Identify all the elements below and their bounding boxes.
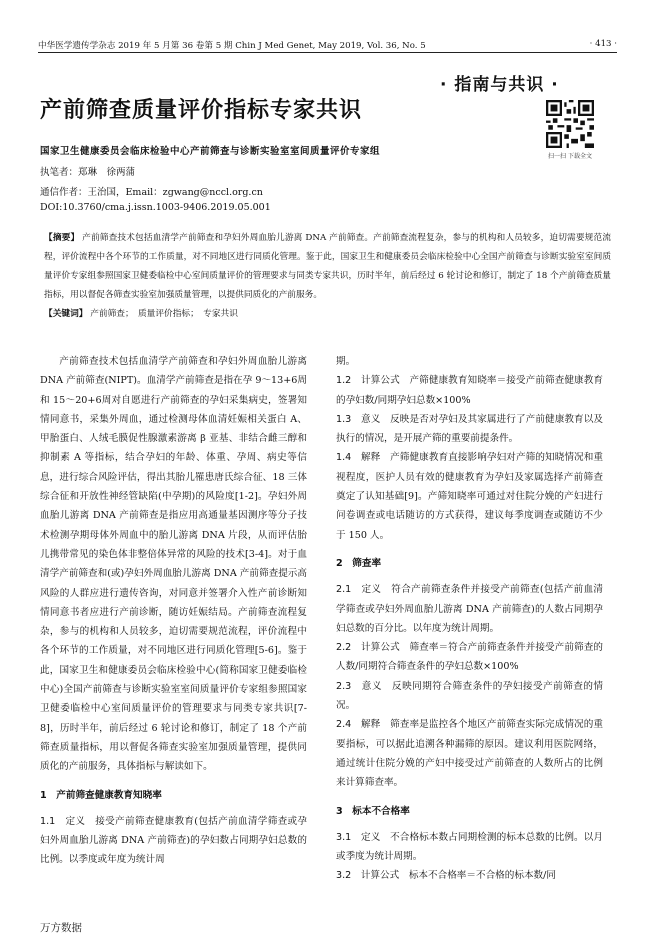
subsection-label: 3.2 计算公式 [336,870,400,882]
qr-caption: 扫一扫 下载全文 [548,153,592,160]
paragraph-2-3 [336,677,603,716]
paragraph-2-2 [336,638,603,677]
intro-paragraph: 产前筛查技术包括血清学产前筛查和孕妇外周血胎儿游离 DNA 产前筛查(NIPT)。血清学产前筛查是指在孕 9～13+6周和 15～20+6周对自愿进行产前筛查的孕妇采集病史，签署知情同意书，采集外周血，通过检测母体血清妊娠相关蛋白 A、甲胎蛋白、人绒毛膜促性腺激素游离 β 亚基、非结合雌三醇和抑制素 A 等指标，结合孕妇的年龄、体重、孕周、病史等信息，进行综合风险评估，得出其胎儿罹患唐氏综合征、18 三体综合征和开放性神经管缺陷(中孕期)的风险度[1-2]。孕妇外周血胎儿游离 DNA 产前筛查是指应用高通量基因测序等分子技术检测孕期母体外周血中的胎儿游离 DNA 片段，从而评估胎儿携带常见的染色体非整倍体异常的风险的技术[3-4]。对于血清学产前筛查和(或)孕妇外周血胎儿游离 DNA 产前筛查提示高风险的人群应进行遗传咨询，对同意并签署介入性产前诊断知情同意书者应进行产前诊断，随访妊娠结局。产前筛查流程复杂，参与的机构和人员较多，迫切需要规范流程，评价流程中各个环节的工作质量，对不同地区进行同质化管理[5-6]。鉴于此，国家卫生和健康委员会临床检验中心(简称国家卫健委临检中心)全国产前筛查与诊断实验室室间质量评价专家组参照国家卫健委临检中心室间质量评价的管理要求与同类专家共识[7-8]，历时半年，前后经过 6 轮讨论和修订，制定了 18 个产前筛查质量指标，用以督促各筛查实验室加强质量管理，提供同质化的产前服务，具体指标与解读如下。 [40,356,307,773]
subsection-label: 1.2 计算公式 [336,375,400,387]
page-number: · 413 · [589,39,617,49]
paragraph-3-2 [336,866,603,885]
subsection-text: 反映是否对孕妇及其家属进行了产前健康教育以及执行的情况，是开展产筛的重要前提条件。 [336,413,604,445]
abstract [44,229,611,324]
subsection-label: 2.2 计算公式 [336,642,400,654]
correspondence: 通信作者：王治国，Email：zgwang@nccl.org.cn [40,187,263,198]
qr-code-icon [546,100,594,148]
keywords-label: 【关键词】 [44,309,88,319]
subsection-text: 符合产前筛查条件并接受产前筛查(包括产前血清学筛查或孕妇外周血胎儿游离 DNA 产前筛查)的人数占同期孕妇总数的百分比。以年度为统计周期。 [336,584,604,634]
subsection-text: 产筛健康教育知晓率＝接受产前筛查健康教育的孕妇数/同期孕妇总数×100% [336,375,604,406]
continuation-text: 期。 [336,356,356,367]
paragraph-2-4 [336,715,603,792]
doi: DOI:10.3760/cma.j.issn.1003-9406.2019.05.001 [40,202,271,213]
article-title: 产前筛查质量评价指标专家共识 [40,98,363,123]
left-column [40,352,307,870]
keywords: 产前筛查； 质量评价指标； 专家共识 [90,309,238,319]
header-rule [38,52,617,53]
subsection-text: 标本不合格率＝不合格的标本数/同 [408,870,556,882]
subsection-text: 不合格标本数占同期检测的标本总数的比例。以月或季度为统计周期。 [336,831,604,863]
subsection-text: 反映同期符合筛查条件的孕妇接受产前筛查的情况。 [336,680,604,712]
section-tag: · 指南与共识 · [440,75,559,95]
subsection-text: 筛查率是监控各个地区产前筛查实际完成情况的重要指标，可以据此追溯各种漏筛的原因。建议利用医院网络，通过统计住院分娩的产妇中接受过产前筛查的人数所占的比例来计算筛查率。 [336,719,604,789]
paragraph-1-4 [336,448,603,544]
paragraph-1-3 [336,410,603,449]
subsection-label: 1.3 意义 [336,413,381,425]
section-heading-1: 1 产前筛查健康教育知晓率 [40,789,162,801]
author-group: 国家卫生健康委员会临床检验中心产前筛查与诊断实验室室间质量评价专家组 [40,146,381,157]
section-heading-2: 2 筛查率 [336,557,382,569]
watermark: 万方数据 [40,922,82,934]
subsection-label: 2.1 定义 [336,584,382,596]
subsection-label: 1.4 解释 [336,452,381,464]
abstract-text: 产前筛查技术包括血清学产前筛查和孕妇外周血胎儿游离 DNA 产前筛查。产前筛查流程复杂，参与的机构和人员较多，迫切需要规范流程，评价流程中各个环节的工作质量，对不同地区进行同质化管理。鉴于此，国家卫生和健康委员会临床检验中心全国产前筛查与诊断实验室室间质量评价专家组参照国家卫健委临检中心室间质量评价的管理要求与同类专家共识，历时半年，前后经过 6 轮讨论和修订，制定了 18 个产前筛查质量指标，用以督促各筛查实验室加强质量管理，以提供同质化的产前服务。 [44,233,612,300]
section-heading-3: 3 标本不合格率 [336,805,410,817]
paragraph-1-2 [336,371,603,410]
subsection-text: 筛查率＝符合产前筛查条件并接受产前筛查的人数/同期符合筛查条件的孕妇总数×100% [336,642,604,673]
paragraph-2-1 [336,580,603,638]
paragraph-3-1 [336,828,603,867]
right-column [336,352,603,886]
writers: 执笔者：郑琳 徐两蒲 [40,167,136,178]
subsection-label: 2.4 解释 [336,719,381,731]
abstract-label: 【摘要】 [44,233,80,243]
subsection-label: 2.3 意义 [336,680,382,692]
running-head: 中华医学遗传学杂志 2019 年 5 月第 36 卷第 5 期 Chin J Med Genet, May 2019, Vol. 36, No. 5 [38,41,426,51]
subsection-label: 1.1 定义 [40,815,86,827]
subsection-label: 3.1 定义 [336,831,381,843]
subsection-text: 接受产前筛查健康教育(包括产前血清学筛查或孕妇外周血胎儿游离 DNA 产前筛查)的孕妇数占同期孕妇总数的比例。以季度或年度为统计周 [40,815,308,866]
subsection-text: 产筛健康教育直接影响孕妇对产筛的知晓情况和重视程度，医护人员有效的健康教育为孕妇及家属选择产前筛查奠定了认知基础[9]。产筛知晓率可通过对住院分娩的产妇进行问卷调查或电话随访的方式获得，建议每季度调查或随访不少于 150 人。 [336,452,604,541]
paragraph-1-1 [40,812,307,870]
